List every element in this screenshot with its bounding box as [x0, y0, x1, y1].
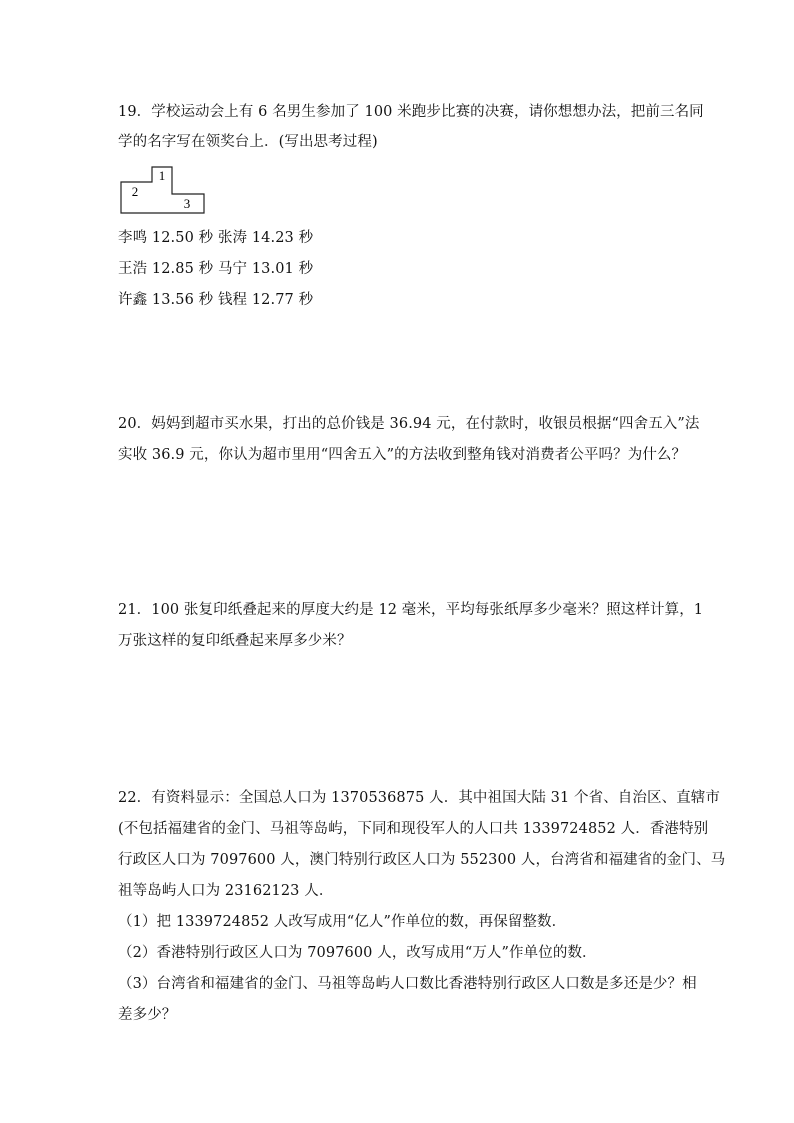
podium-first-label: 1 [158, 168, 166, 183]
q19-result-row: 许鑫 13.56 秒 钱程 12.77 秒 [118, 292, 314, 308]
q19-text-line-2: 学的名字写在领奖台上．(写出思考过程) [118, 134, 378, 150]
q20-text-line-2: 实收 36.9 元，你认为超市里用“四舍五入”的方法收到整角钱对消费者公平吗？为什么？ [118, 447, 687, 463]
q22-subquestion-3-line-2: 差多少？ [118, 1007, 177, 1023]
q22-text-line-2: (不包括福建省的金门、马祖等岛屿，下同和现役军人的人口共 1339724852 人．香港特别 [118, 821, 709, 837]
podium-diagram [120, 166, 206, 214]
q19-result-row: 王浩 12.85 秒 马宁 13.01 秒 [118, 261, 314, 277]
q22-text-line-1: 22．有资料显示：全国总人口为 1370536875 人．其中祖国大陆 31 个省、自治区、直辖市 [118, 790, 720, 806]
q21-text-line-1: 21．100 张复印纸叠起来的厚度大约是 12 毫米，平均每张纸厚多少毫米？照这样计算，1 [118, 602, 704, 618]
q22-text-line-3: 行政区人口为 7097600 人，澳门特别行政区人口为 552300 人，台湾省和福建省的金门、马 [118, 852, 726, 868]
q19-result-row: 李鸣 12.50 秒 张涛 14.23 秒 [118, 230, 314, 246]
q22-subquestion-2: （2）香港特别行政区人口为 7097600 人，改写成用“万人”作单位的数． [118, 945, 597, 961]
q22-text-line-4: 祖等岛屿人口为 23162123 人． [118, 883, 334, 899]
q22-subquestion-1: （1）把 1339724852 人改写成用“亿人”作单位的数，再保留整数． [118, 914, 567, 930]
podium-second-label: 2 [131, 184, 139, 199]
podium-third-label: 3 [183, 196, 191, 211]
q22-subquestion-3-line-1: （3）台湾省和福建省的金门、马祖等岛屿人口数比香港特别行政区人口数是多还是少？相 [118, 976, 697, 992]
q20-text-line-1: 20．妈妈到超市买水果，打出的总价钱是 36.94 元，在付款时，收银员根据“四舍五入”法 [118, 416, 700, 432]
q19-text-line-1: 19．学校运动会上有 6 名男生参加了 100 米跑步比赛的决赛，请你想想办法，把前三名同 [118, 104, 704, 120]
podium-outline [120, 166, 206, 214]
q21-text-line-2: 万张这样的复印纸叠起来厚多少米？ [118, 633, 352, 649]
